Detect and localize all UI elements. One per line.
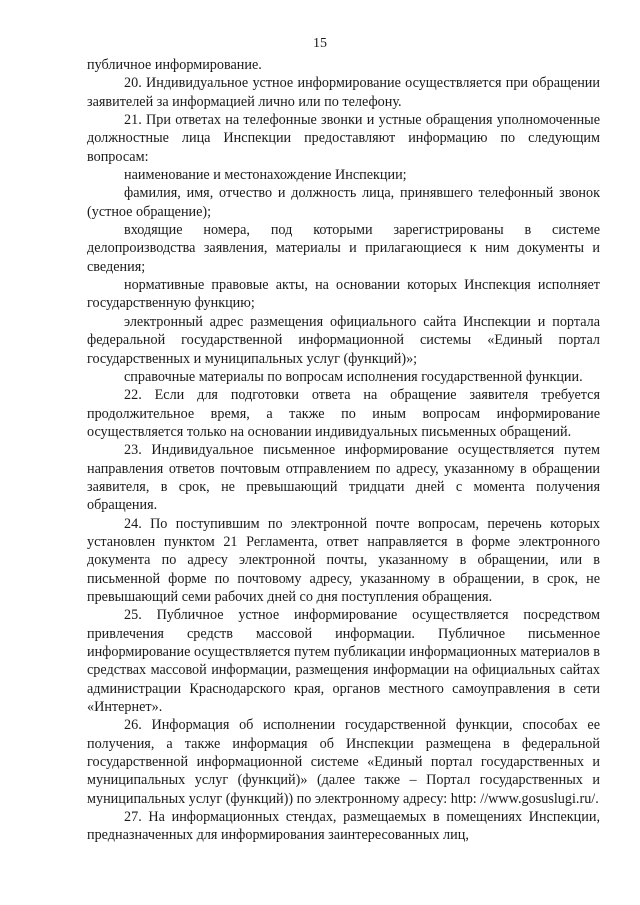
page-number: 15 [313,36,327,51]
paragraph-25: 25. Публичное устное информирование осуществляется посредством привлечения средств массовой информации. Публичное письменное информирование осуществляется путем публикации информационных материалов в средствах массовой информации, размещения информации на официальных сайтах администрации Краснодарского края, органов местного самоуправления в сети «Интернет». [87,607,600,716]
list-item-reference-materials: справочные материалы по вопросам исполнения государственной функции. [124,368,583,385]
paragraph-23: 23. Индивидуальное письменное информирование осуществляется путем направления ответов почтовым отправлением по адресу, указанному в обращении заявителя, в срок, не превышающий тридцати дней с момента получения обращения. [87,442,600,514]
list-item-legal-acts: нормативные правовые акты, на основании которых Инспекция исполняет государственную функцию; [87,277,600,312]
paragraph-27: 27. На информационных стендах, размещаемых в помещениях Инспекции, предназначенных для информирования заинтересованных лиц, [87,809,600,844]
paragraph-26: 26. Информация об исполнении государственной функции, способах ее получения, а также информация об Инспекции размещена в федеральной государственной информационной системе «Единый портал государственных и муниципальных услуг (функций)» (далее также – Портал государственных и муниципальных услуг (функций)) по электронному адресу: http: //www.gosuslugi.ru/. [87,717,600,807]
list-item-incoming-numbers: входящие номера, под которыми зарегистрированы в системе делопроизводства заявления, материалы и прилагающиеся к ним документы и сведения; [87,222,600,275]
list-item-name-location: наименование и местонахождение Инспекции; [124,167,407,184]
paragraph-21: 21. При ответах на телефонные звонки и устные обращения уполномоченные должностные лица Инспекции предоставляют информацию по следующим вопросам: [87,112,600,165]
document-body [87,56,600,845]
list-item-website-address: электронный адрес размещения официального сайта Инспекции и портала федеральной государственной информационной системы «Единый портал государственных и муниципальных услуг (функций)»; [87,313,600,367]
paragraph-20: 20. Индивидуальное устное информирование осуществляется при обращении заявителей за информацией лично или по телефону. [87,75,600,110]
paragraph-22: 22. Если для подготовки ответа на обращение заявителя требуется продолжительное время, а также по иным вопросам информирование осуществляется только на основании индивидуальных письменных обращений. [87,387,600,440]
paragraph-24: 24. По поступившим по электронной почте вопросам, перечень которых установлен пунктом 21 Регламента, ответ направляется в форме электронного документа по адресу электронной почты, указанному в обращении, или в письменной форме по почтовому адресу, указанному в обращении, в срок, не превышающий семи рабочих дней со дня поступления обращения. [87,515,600,605]
list-item-official-name: фамилия, имя, отчество и должность лица, принявшего телефонный звонок (устное обращение); [87,185,600,220]
paragraph-continuation: публичное информирование. [87,57,262,73]
